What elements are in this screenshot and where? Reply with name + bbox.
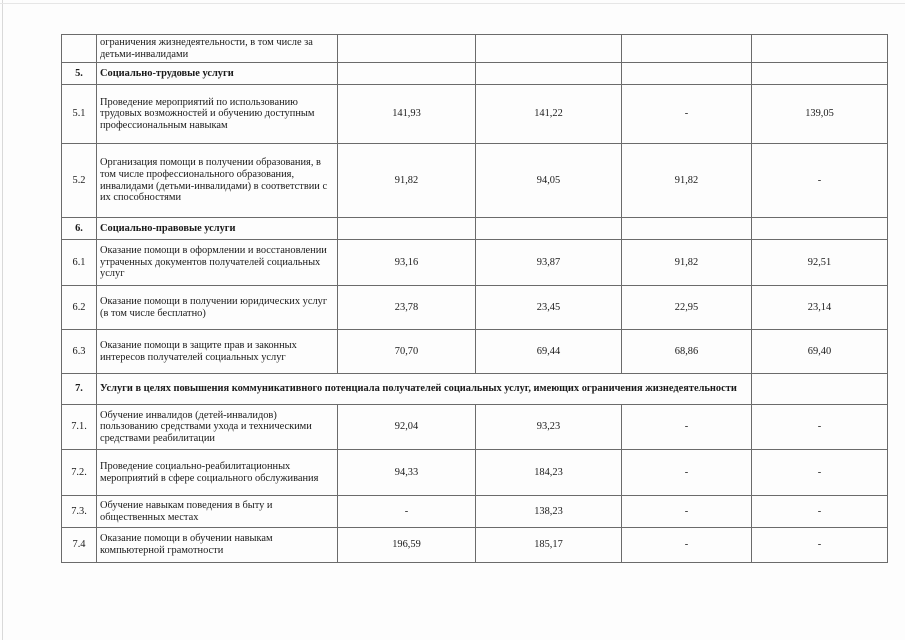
service-name: Обучение навыкам поведения в быту и общественных местах: [97, 496, 338, 528]
scan-edge: [0, 3, 905, 4]
value-cell: 94,05: [476, 144, 622, 218]
service-name: Оказание помощи в получении юридических услуг (в том числе бесплатно): [97, 286, 338, 330]
service-name: Оказание помощи в обучении навыкам компьютерной грамотности: [97, 528, 338, 563]
value-cell: [476, 218, 622, 240]
value-cell: 68,86: [622, 330, 752, 374]
row-number: 6.3: [62, 330, 97, 374]
table-row: [62, 144, 888, 218]
value-cell: 94,33: [338, 450, 476, 496]
value-cell: 69,44: [476, 330, 622, 374]
row-number: 7.1.: [62, 405, 97, 450]
table-row: [62, 240, 888, 286]
value-cell: [338, 35, 476, 63]
service-name: ограничения жизнедеятельности, в том числе за детьми-инвалидами: [97, 35, 338, 63]
value-cell: 23,14: [752, 286, 888, 330]
row-number: 5.2: [62, 144, 97, 218]
value-cell: -: [752, 450, 888, 496]
service-name: Обучение инвалидов (детей-инвалидов) пользованию средствами ухода и техническими средствами реабилитации: [97, 405, 338, 450]
table-row: [62, 528, 888, 563]
value-cell: [622, 63, 752, 85]
value-cell: [752, 218, 888, 240]
table-row: [62, 496, 888, 528]
value-cell: [752, 63, 888, 85]
value-cell: -: [752, 405, 888, 450]
scan-edge: [2, 0, 3, 640]
value-cell: 141,22: [476, 85, 622, 144]
service-name: Проведение мероприятий по использованию трудовых возможностей и обучению доступным профессиональным навыкам: [97, 85, 338, 144]
table-row: [62, 35, 888, 63]
value-cell: 138,23: [476, 496, 622, 528]
value-cell: [476, 63, 622, 85]
section-title: Социально-трудовые услуги: [97, 63, 338, 85]
value-cell: [622, 218, 752, 240]
value-cell: 23,78: [338, 286, 476, 330]
service-name: Организация помощи в получении образования, в том числе профессионального образования, инвалидами (детьми-инвалидами) в соответствии с их способностями: [97, 144, 338, 218]
value-cell: 91,82: [622, 240, 752, 286]
service-name: Оказание помощи в защите прав и законных интересов получателей социальных услуг: [97, 330, 338, 374]
table-row: [62, 405, 888, 450]
value-cell: 93,87: [476, 240, 622, 286]
value-cell: 141,93: [338, 85, 476, 144]
value-cell: [752, 35, 888, 63]
value-cell: [476, 35, 622, 63]
table-row: [62, 286, 888, 330]
row-number: 7.4: [62, 528, 97, 563]
section-row: [62, 374, 888, 405]
value-cell: 93,23: [476, 405, 622, 450]
section-number: 5.: [62, 63, 97, 85]
value-cell: 184,23: [476, 450, 622, 496]
value-cell: 91,82: [622, 144, 752, 218]
value-cell: -: [752, 528, 888, 563]
section-title: Социально-правовые услуги: [97, 218, 338, 240]
value-cell: -: [752, 144, 888, 218]
table-row: [62, 450, 888, 496]
value-cell: 196,59: [338, 528, 476, 563]
value-cell: 23,45: [476, 286, 622, 330]
value-cell: [338, 63, 476, 85]
value-cell: -: [338, 496, 476, 528]
value-cell: 22,95: [622, 286, 752, 330]
value-cell: 92,04: [338, 405, 476, 450]
value-cell: -: [622, 450, 752, 496]
value-cell: -: [622, 496, 752, 528]
service-name: Оказание помощи в оформлении и восстановлении утраченных документов получателей социальных услуг: [97, 240, 338, 286]
row-number: 6.1: [62, 240, 97, 286]
value-cell: -: [752, 496, 888, 528]
value-cell: 70,70: [338, 330, 476, 374]
section-row: [62, 218, 888, 240]
table-row: [62, 85, 888, 144]
row-number: [62, 35, 97, 63]
value-cell: -: [622, 405, 752, 450]
value-cell: 139,05: [752, 85, 888, 144]
value-cell: -: [622, 85, 752, 144]
value-cell: 185,17: [476, 528, 622, 563]
row-number: 5.1: [62, 85, 97, 144]
section-row: [62, 63, 888, 85]
value-cell: [622, 35, 752, 63]
table-row: [62, 330, 888, 374]
value-cell: 69,40: [752, 330, 888, 374]
value-cell: 92,51: [752, 240, 888, 286]
section-number: 6.: [62, 218, 97, 240]
row-number: 7.2.: [62, 450, 97, 496]
tariff-table: [61, 34, 888, 563]
row-number: 7.3.: [62, 496, 97, 528]
section-title: Услуги в целях повышения коммуникативного потенциала получателей социальных услуг, имеющих ограничения жизнедеятельности: [97, 374, 752, 405]
row-number: 6.2: [62, 286, 97, 330]
value-cell: 91,82: [338, 144, 476, 218]
section-number: 7.: [62, 374, 97, 405]
value-cell: -: [622, 528, 752, 563]
value-cell: [752, 374, 888, 405]
service-name: Проведение социально-реабилитационных мероприятий в сфере социального обслуживания: [97, 450, 338, 496]
value-cell: 93,16: [338, 240, 476, 286]
value-cell: [338, 218, 476, 240]
